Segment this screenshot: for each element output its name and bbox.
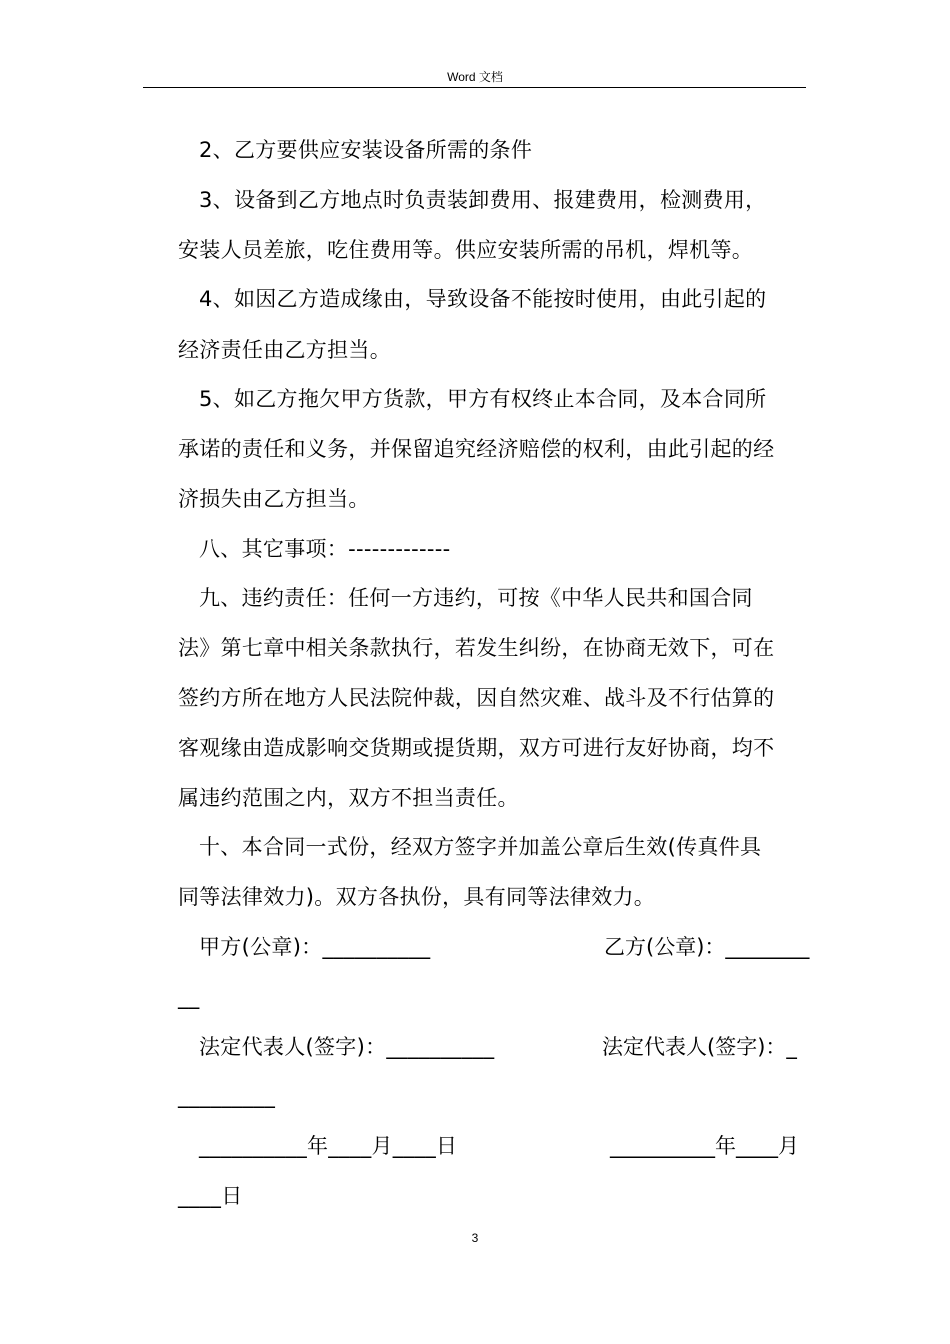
party-b-seal-field: 乙方(公章)：________ <box>604 935 810 959</box>
paragraph-line: 十、本合同一式份，经双方签字并加盖公章后生效(传真件具 <box>199 835 762 859</box>
page-number: 3 <box>471 1231 479 1245</box>
paragraph-line: 属违约范围之内，双方不担当责任。 <box>178 786 519 810</box>
paragraph-line: 3、设备到乙方地点时负责装卸费用、报建费用，检测费用， <box>199 188 767 212</box>
header-divider <box>143 87 806 88</box>
party-b-date-field-continued: ____日 <box>178 1184 243 1208</box>
party-b-representative-field-continued: _________ <box>178 1084 276 1108</box>
party-a-date-field: __________年____月____日 <box>199 1134 458 1158</box>
paragraph-line: 签约方所在地方人民法院仲裁，因自然灾难、战斗及不行估算的 <box>178 686 775 710</box>
party-a-seal-field: 甲方(公章)：__________ <box>199 935 431 959</box>
paragraph-line: 5、如乙方拖欠甲方货款，甲方有权终止本合同，及本合同所 <box>199 387 767 411</box>
paragraph-line: 法》第七章中相关条款执行，若发生纠纷，在协商无效下，可在 <box>178 636 775 660</box>
party-b-representative-field: 法定代表人(签字)：_ <box>602 1035 797 1059</box>
party-a-representative-field: 法定代表人(签字)：__________ <box>199 1035 495 1059</box>
paragraph-line: 同等法律效力)。双方各执份，具有同等法律效力。 <box>178 885 656 909</box>
paragraph-line: 2、乙方要供应安装设备所需的条件 <box>199 138 533 162</box>
party-b-seal-field-continued: __ <box>178 985 200 1009</box>
paragraph-line: 济损失由乙方担当。 <box>178 487 370 511</box>
paragraph-line: 经济责任由乙方担当。 <box>178 338 391 362</box>
paragraph-line: 承诺的责任和义务，并保留追究经济赔偿的权利，由此引起的经 <box>178 437 775 461</box>
paragraph-line: 4、如因乙方造成缘由，导致设备不能按时使用，由此引起的 <box>199 287 767 311</box>
paragraph-line: 安装人员差旅，吃住费用等。供应安装所需的吊机，焊机等。 <box>178 238 754 262</box>
paragraph-line: 九、违约责任：任何一方违约，可按《中华人民共和国合同 <box>199 586 753 610</box>
section-heading: 八、其它事项：------------- <box>199 537 451 561</box>
party-b-date-field: __________年____月 <box>610 1134 799 1158</box>
document-header: Word 文档 <box>447 70 503 84</box>
paragraph-line: 客观缘由造成影响交货期或提货期，双方可进行友好协商，均不 <box>178 736 775 760</box>
